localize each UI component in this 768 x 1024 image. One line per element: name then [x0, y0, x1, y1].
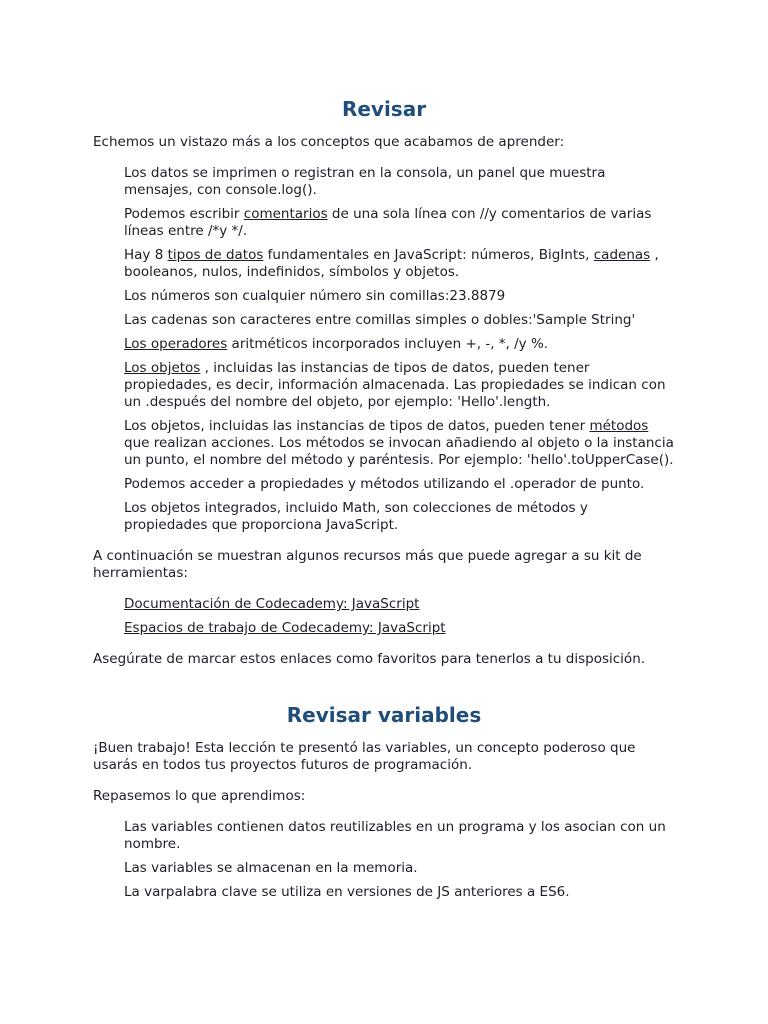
item-text: Los objetos integrados, incluido Math, son colecciones de métodos y propiedades que proporciona JavaScript. [124, 500, 593, 533]
review-intro: Echemos un vistazo más a los conceptos que acabamos de aprender: [93, 134, 565, 150]
item-text: Los objetos, incluidas las instancias de tipos de datos, pueden tener [124, 418, 590, 434]
list-item [124, 165, 675, 199]
item-text: Podemos escribir [124, 206, 244, 222]
list-item [124, 476, 675, 493]
section-title-review: Revisar [341, 97, 427, 121]
term-link[interactable]: Los objetos [124, 360, 201, 376]
list-item: Las variables contienen datos reutilizables en un programa y los asocian con un nombre. [124, 819, 671, 852]
list-item: La varpalabra clave se utiliza en versiones de JS anteriores a ES6. [124, 884, 570, 900]
item-text: fundamentales en JavaScript: números, BigInts, [263, 247, 594, 263]
item-text: que realizan acciones. Los métodos se invocan añadiendo al objeto o la instancia un punto, el nombre del método y paréntesis. Por ejemplo: 'hello'.toUpperCase(). [124, 418, 679, 468]
section-review-variables [93, 702, 675, 901]
term-link[interactable]: comentarios [243, 206, 328, 222]
item-text: Los números son cualquier número sin comillas:23.8879 [124, 288, 506, 304]
list-item [124, 312, 675, 329]
list-item [124, 288, 675, 305]
term-link[interactable]: Los operadores [124, 336, 228, 352]
link-codecademy-docs[interactable]: Documentación de Codecademy: JavaScript [124, 596, 420, 612]
item-text: , booleanos, nulos, indefinidos, símbolos y objetos. [124, 247, 664, 280]
resources-intro: A continuación se muestran algunos recursos más que puede agregar a su kit de herramientas: [93, 548, 647, 581]
list-item [124, 206, 675, 240]
list-item [124, 247, 675, 281]
resources-list [93, 596, 675, 637]
list-item [124, 336, 675, 353]
term-link[interactable]: métodos [589, 418, 649, 434]
term-link[interactable]: tipos de datos [167, 247, 264, 263]
item-text: Los datos se imprimen o registran en la consola, un panel que muestra mensajes, con console.log(). [124, 165, 610, 198]
list-item [124, 500, 675, 534]
item-text: de una sola línea con //y comentarios de varias líneas entre /*y */. [124, 206, 656, 239]
list-item [124, 418, 679, 469]
section-review [93, 96, 679, 668]
item-text: Hay 8 [124, 247, 168, 263]
item-text: Podemos acceder a propiedades y métodos utilizando el .operador de punto. [124, 476, 645, 492]
section-title-review-variables: Revisar variables [286, 703, 482, 727]
term-link[interactable]: cadenas [593, 247, 651, 263]
item-text: aritméticos incorporados incluyen +, -, *, /y %. [227, 336, 549, 352]
item-text: Las cadenas son caracteres entre comillas simples o dobles:'Sample String' [124, 312, 636, 328]
bookmark-note: Asegúrate de marcar estos enlaces como favoritos para tenerlos a tu disposición. [93, 651, 646, 667]
list-item: Las variables se almacenan en la memoria. [124, 860, 418, 876]
item-text: , incluidas las instancias de tipos de datos, pueden tener propiedades, es decir, información almacenada. Las propiedades se indican con un .después del nombre del objeto, por ejemplo: 'Hello'.length. [124, 360, 670, 410]
variables-list [93, 819, 675, 901]
review-list [93, 165, 679, 534]
link-codecademy-workspaces[interactable]: Espacios de trabajo de Codecademy: JavaScript [124, 620, 446, 636]
variables-intro: ¡Buen trabajo! Esta lección te presentó las variables, un concepto poderoso que usarás en todos tus proyectos futuros de programación. [93, 740, 640, 773]
variables-recap: Repasemos lo que aprendimos: [93, 788, 306, 804]
list-item [124, 360, 675, 411]
